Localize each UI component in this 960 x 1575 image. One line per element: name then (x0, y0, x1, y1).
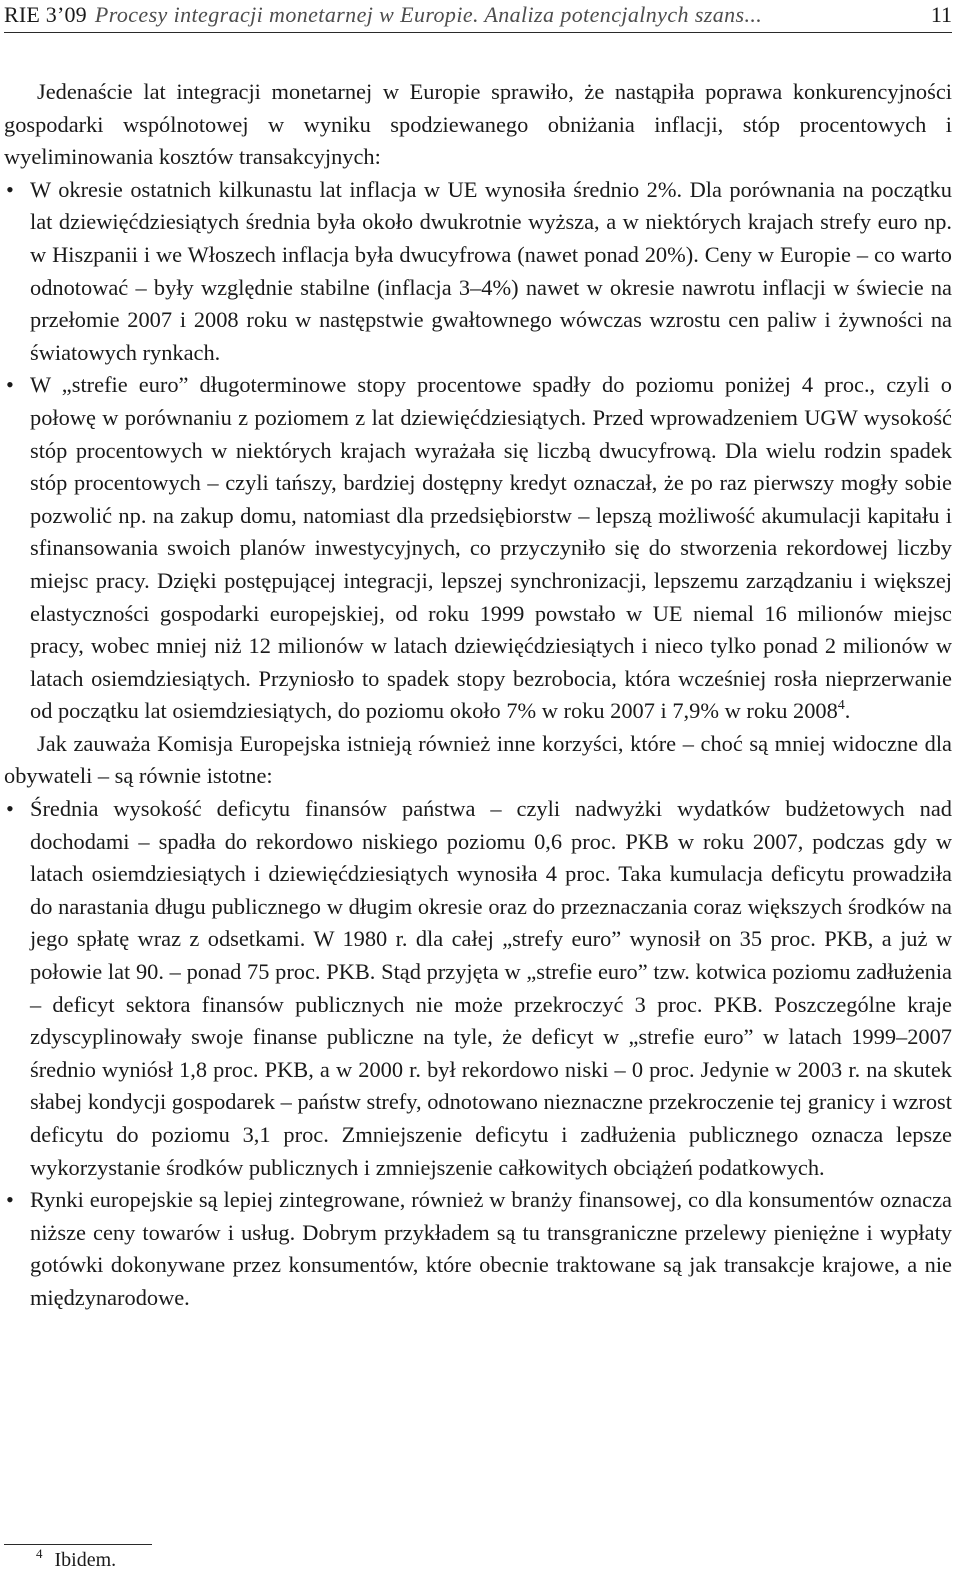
page-number: 11 (930, 2, 952, 27)
running-title: Procesy integracji monetarnej w Europie. Analiza potencjalnych szans... (94, 2, 763, 27)
bullet-icon: • (6, 372, 14, 398)
body-text (4, 76, 952, 1315)
bullet-icon: • (6, 796, 14, 822)
benefits-list-1 (4, 174, 952, 728)
footnote-rule (4, 1544, 152, 1545)
benefits-list-2 (4, 793, 952, 1315)
list-item (4, 174, 952, 370)
running-header (4, 0, 952, 30)
list-item (4, 793, 952, 1184)
list-item-text: W „strefie euro” długoterminowe stopy procentowe spadły do poziomu poniżej 4 proc., czyli o połowę w porównaniu z poziomem z lat dziewięćdziesiątych. Przed wprowadzeniem UGW wysokość stóp procentowych w niektórych krajach wyrażała się liczbą dwucyfrową. Dla wielu rodzin spadek stóp procentowych – czyli tańszy, bardziej dostępny kredyt oznaczał, że po raz pierwszy mogły sobie pozwolić np. na zakup domu, natomiast dla przedsiębiorstw – lepszą możliwość akumulacji kapitału i sfinansowania swoich planów inwestycyjnych, co przyczyniło się do stworzenia rekordowej liczby miejsc pracy. Dzięki postępującej integracji, lepszej synchronizacji, lepszemu zarządzaniu i większej elastyczności gospodarki europejskiej, od roku 1999 powstało w UE niemal 16 milionów miejsc pracy, wobec mniej niż 12 milionów w latach dziewięćdziesiątych i nieco tylko ponad 2 milionów w latach osiemdziesiątych. Przyniosło to spadek stopy bezrobocia, która wcześniej rosła nieprzerwanie od początku lat osiemdziesiątych, do poziomu około 7% w roku 2007 i 7,9% w roku 2008 (30, 372, 952, 724)
list-item-text: W okresie ostatnich kilkunastu lat inflacja w UE wynosiła średnio 2%. Dla porównania na początku lat dziewięćdziesiątych średnia była około dwukrotnie wyższa, a w niektórych krajach strefy euro np. w Hiszpanii i we Włoszech inflacja była dwucyfrowa (nawet ponad 20%). Ceny w Europie – co warto odnotować – były względnie stabilne (inflacja 3–4%) nawet w okresie nawrotu inflacji w świecie na przełomie 2007 i 2008 roku w następstwie gwałtownego wówczas wzrostu cen paliw i żywności na światowych rynkach. (30, 176, 952, 365)
bullet-icon: • (6, 176, 14, 202)
footnote (36, 1546, 116, 1574)
journal-issue: RIE 3’09 (4, 2, 87, 27)
footnote-reference: 4 (837, 698, 845, 714)
list-item (4, 1184, 952, 1314)
middle-paragraph: Jak zauważa Komisja Europejska istnieją również inne korzyści, które – choć są mniej widoczne dla obywateli – są równie istotne: (4, 730, 952, 789)
header-rule (4, 32, 952, 33)
footnote-number: 4 (36, 1546, 43, 1561)
list-item-text: Średnia wysokość deficytu finansów państwa – czyli nadwyżki wydatków budżetowych nad dochodami – spadła do rekordowo niskiego poziomu 0,6 proc. PKB w roku 2007, podczas gdy w latach osiemdziesiątych i dziewięćdziesiątych wynosiła 4 proc. Taka kumulacja deficytu prowadziła do narastania długu publicznego w długim okresie oraz do przeznaczania coraz większych środków na jego spłatę wraz z odsetkami. W 1980 r. dla całej „strefy euro” wynosił on 35 proc. PKB, a już w połowie lat 90. – ponad 75 proc. PKB. Stąd przyjęta w „strefie euro” tzw. kotwica poziomu zadłużenia – deficyt sektora finansów publicznych nie może przekroczyć 3 proc. PKB. Poszczególne kraje zdyscyplinowały swoje finanse publiczne na tyle, że deficyt w „strefie euro” w latach 1999–2007 średnio wyniósł 1,8 proc. PKB, a w 2000 r. był rekordowo niski – 0 proc. Jedynie w 2003 r. na skutek słabej kondycji gospodarek – państw strefy, odnotowano nieznaczne przekroczenie tej granicy i wzrost deficytu do poziomu 3,1 proc. Zmniejszenie deficytu i zadłużenia publicznego oznacza lepsze wykorzystanie środków publicznych i zmniejszenie całkowitych obciążeń podatkowych. (30, 796, 952, 1180)
bullet-icon: • (6, 1187, 14, 1213)
footnote-text: Ibidem. (54, 1549, 117, 1571)
sentence-end: . (844, 698, 851, 724)
list-item (4, 369, 952, 728)
intro-paragraph: Jedenaście lat integracji monetarnej w Europie sprawiło, że nastąpiła poprawa konkurencyjności gospodarki wspólnotowej w wyniku spodziewanego obniżania inflacji, stóp procentowych i wyeliminowania kosztów transakcyjnych: (4, 79, 952, 170)
list-item-text: Rynki europejskie są lepiej zintegrowane, również w branży finansowej, co dla konsumentów oznacza niższe ceny towarów i usług. Dobrym przykładem są tu transgraniczne przelewy pieniężne i wypłaty gotówki dokonywane przez konsumentów, które obecnie traktowane są jak transakcje krajowe, a nie międzynarodowe. (30, 1187, 952, 1310)
